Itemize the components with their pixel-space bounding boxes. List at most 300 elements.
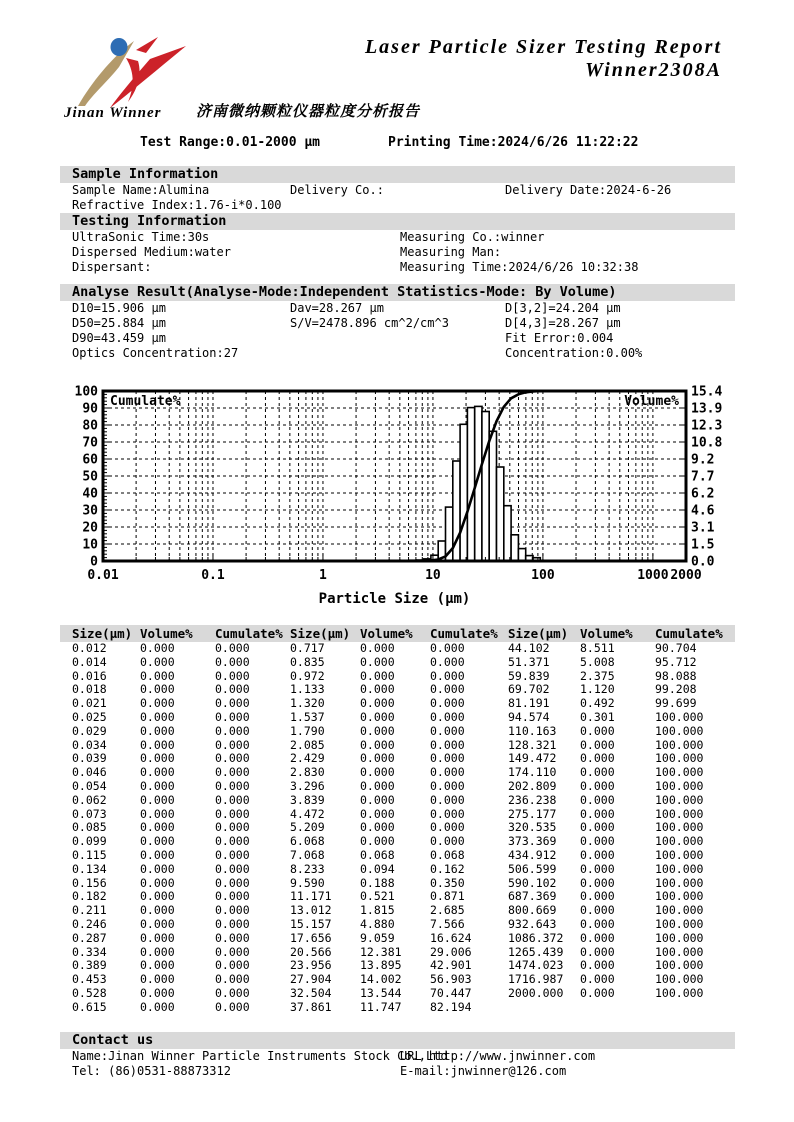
table-cell: 0.000: [580, 751, 615, 766]
table-cell: 0.134: [72, 861, 107, 876]
dispersed-medium: Dispersed Medium:water: [72, 245, 231, 259]
table-cell: 0.717: [290, 641, 325, 655]
section-header-testing: Testing Information: [60, 213, 735, 230]
table-cell: 0.000: [580, 834, 615, 849]
table-cell: 0.000: [140, 696, 175, 711]
table-cell: 0.094: [360, 861, 395, 876]
table-cell: [508, 1001, 580, 1015]
table-cell: 0.453: [72, 972, 107, 987]
right-axis-tick: 13.9: [691, 401, 723, 417]
table-cell: 1.815: [360, 903, 395, 918]
sample-name: Sample Name:Alumina: [72, 183, 210, 197]
table-cell: 100.000: [655, 806, 704, 821]
table-row: [60, 849, 735, 863]
table-cell: 320.535: [508, 820, 557, 835]
table-cell: 0.085: [72, 820, 107, 835]
result-d32: D[3,2]=24.204 μm: [505, 301, 621, 315]
table-cell: 0.000: [360, 641, 395, 655]
table-cell: 100.000: [655, 751, 704, 766]
table-cell: 0.000: [580, 847, 615, 862]
contact-url: URL http://www.jnwinner.com: [400, 1049, 596, 1063]
table-cell: 0.000: [140, 820, 175, 835]
table-cell: 0.014: [72, 654, 107, 669]
delivery-date: Delivery Date:2024-6-26: [505, 183, 672, 197]
table-cell: 0.000: [580, 737, 615, 752]
table-cell: 0.012: [72, 641, 107, 655]
table-row: [60, 711, 735, 725]
table-cell: 0.000: [430, 751, 465, 766]
table-cell: 0.000: [360, 723, 395, 738]
chinese-subtitle: 济南微纳颗粒仪器粒度分析报告: [196, 102, 421, 120]
table-cell: 69.702: [508, 682, 550, 697]
company-logo: [74, 34, 188, 108]
table-cell: 8.511: [580, 641, 615, 655]
table-cell: 0.000: [580, 916, 615, 931]
printing-time: Printing Time:2024/6/26 11:22:22: [388, 135, 639, 150]
table-cell: 0.000: [580, 972, 615, 987]
table-cell: 1.537: [290, 709, 325, 724]
table-cell: 12.381: [360, 944, 402, 959]
table-cell: 0.000: [215, 737, 250, 752]
table-cell: 0.099: [72, 834, 107, 849]
table-row: [60, 863, 735, 877]
table-cell: 44.102: [508, 641, 550, 655]
table-cell: 0.054: [72, 778, 107, 793]
table-cell: 1265.439: [508, 944, 564, 959]
table-cell: 23.956: [290, 958, 332, 973]
table-cell: 0.972: [290, 668, 325, 683]
table-cell: 0.000: [580, 985, 615, 1000]
table-cell: 100.000: [655, 930, 704, 945]
table-cell: 0.000: [140, 834, 175, 849]
table-cell: 0.000: [430, 834, 465, 849]
table-cell: 0.068: [360, 847, 395, 862]
table-cell: 0.000: [430, 654, 465, 669]
right-axis-tick: 1.5: [691, 537, 715, 553]
table-cell: 0.000: [140, 792, 175, 807]
analyse-result-section: [60, 284, 735, 361]
table-cell: 32.504: [290, 985, 332, 1000]
table-cell: 0.000: [215, 999, 250, 1014]
table-cell: 236.238: [508, 792, 557, 807]
table-cell: 434.912: [508, 847, 557, 862]
table-row: [60, 821, 735, 835]
table-row: [60, 877, 735, 891]
table-row: [60, 808, 735, 822]
table-cell: 0.000: [140, 916, 175, 931]
table-cell: 100.000: [655, 916, 704, 931]
table-cell: 100.000: [655, 861, 704, 876]
table-cell: 0.000: [140, 903, 175, 918]
table-cell: 0.016: [72, 668, 107, 683]
table-cell: 0.000: [140, 737, 175, 752]
table-row: [60, 697, 735, 711]
range-row: [0, 135, 794, 151]
col-header-volume: Volume%: [140, 626, 193, 641]
refractive-index: Refractive Index:1.76-i*0.100: [72, 198, 282, 212]
table-cell: 0.246: [72, 916, 107, 931]
table-row: [60, 835, 735, 849]
table-cell: 99.699: [655, 696, 697, 711]
table-row: [60, 752, 735, 766]
table-row: [60, 890, 735, 904]
table-cell: 0.835: [290, 654, 325, 669]
logo-graphic: [74, 34, 188, 108]
table-cell: 0.000: [140, 751, 175, 766]
table-cell: 0.000: [215, 972, 250, 987]
test-range: Test Range:0.01-2000 μm: [140, 135, 321, 150]
table-cell: 0.000: [140, 875, 175, 890]
table-row: [60, 973, 735, 987]
right-axis-tick: 7.7: [691, 469, 715, 485]
table-cell: 0.000: [140, 641, 175, 655]
table-cell: 1.120: [580, 682, 615, 697]
table-cell: 11.171: [290, 889, 332, 904]
table-cell: 0.000: [580, 958, 615, 973]
result-d43: D[4,3]=28.267 μm: [505, 316, 621, 330]
table-cell: 7.068: [290, 847, 325, 862]
right-axis-label: Volume%: [624, 394, 679, 409]
table-cell: 100.000: [655, 972, 704, 987]
table-cell: 20.566: [290, 944, 332, 959]
table-cell: 0.000: [140, 972, 175, 987]
table-cell: 82.194: [430, 999, 472, 1014]
table-cell: 0.000: [215, 930, 250, 945]
table-cell: 56.903: [430, 972, 472, 987]
table-cell: 202.809: [508, 778, 557, 793]
table-cell: 0.000: [360, 751, 395, 766]
table-cell: 932.643: [508, 916, 557, 931]
table-cell: 0.000: [430, 806, 465, 821]
table-row: [60, 932, 735, 946]
x-axis-tick: 2000: [670, 568, 702, 583]
table-cell: 3.296: [290, 778, 325, 793]
table-cell: 0.000: [215, 944, 250, 959]
table-cell: 0.000: [360, 765, 395, 780]
table-cell: 14.002: [360, 972, 402, 987]
right-axis-tick: 9.2: [691, 452, 715, 468]
table-cell: 0.000: [430, 709, 465, 724]
table-cell: 0.000: [580, 861, 615, 876]
table-cell: 0.000: [215, 778, 250, 793]
left-axis-tick: 90: [82, 401, 98, 417]
table-cell: 0.000: [215, 916, 250, 931]
left-axis-tick: 40: [82, 486, 98, 502]
table-cell: 110.163: [508, 723, 557, 738]
table-cell: 0.000: [430, 696, 465, 711]
table-cell: 0.000: [580, 903, 615, 918]
table-cell: 0.000: [580, 806, 615, 821]
table-cell: 0.000: [215, 806, 250, 821]
table-cell: 100.000: [655, 847, 704, 862]
table-cell: 0.000: [430, 682, 465, 697]
x-axis-tick: 10: [425, 568, 441, 583]
table-cell: 3.839: [290, 792, 325, 807]
table-row: [60, 794, 735, 808]
table-cell: 0.025: [72, 709, 107, 724]
table-cell: 0.000: [215, 765, 250, 780]
table-cell: 0.000: [430, 641, 465, 655]
table-cell: 59.839: [508, 668, 550, 683]
table-cell: 2.375: [580, 668, 615, 683]
table-cell: 0.389: [72, 958, 107, 973]
left-axis-tick: 60: [82, 452, 98, 468]
table-cell: 0.000: [580, 820, 615, 835]
table-cell: 90.704: [655, 641, 697, 655]
table-cell: 0.000: [140, 847, 175, 862]
table-cell: 100.000: [655, 778, 704, 793]
table-cell: 0.000: [140, 668, 175, 683]
right-axis-tick: 10.8: [691, 435, 723, 451]
table-cell: 1086.372: [508, 930, 564, 945]
x-axis-tick: 1000: [637, 568, 669, 583]
table-cell: 42.901: [430, 958, 472, 973]
table-cell: 0.000: [430, 723, 465, 738]
table-cell: 0.046: [72, 765, 107, 780]
table-cell: 0.000: [360, 709, 395, 724]
table-cell: 0.000: [140, 765, 175, 780]
section-header-analyse: Analyse Result(Analyse-Mode:Independent Statistics-Mode: By Volume): [60, 284, 735, 301]
table-cell: 37.861: [290, 999, 332, 1014]
table-cell: 0.000: [215, 682, 250, 697]
table-cell: 9.059: [360, 930, 395, 945]
table-cell: 9.590: [290, 875, 325, 890]
table-cell: [580, 1001, 655, 1015]
table-cell: 128.321: [508, 737, 557, 752]
table-row: [60, 739, 735, 753]
col-header-size: Size(μm): [290, 626, 351, 641]
table-cell: 1.320: [290, 696, 325, 711]
table-cell: [655, 1001, 735, 1015]
table-cell: 0.000: [215, 889, 250, 904]
table-cell: 0.334: [72, 944, 107, 959]
table-cell: 100.000: [655, 834, 704, 849]
left-axis-label: Cumulate%: [110, 394, 181, 409]
particle-size-chart: [59, 383, 735, 611]
table-cell: 100.000: [655, 820, 704, 835]
table-cell: 0.188: [360, 875, 395, 890]
table-cell: 0.615: [72, 999, 107, 1014]
left-axis-tick: 30: [82, 503, 98, 519]
table-row: [60, 766, 735, 780]
result-concentration: Concentration:0.00%: [505, 346, 643, 360]
measuring-man: Measuring Man:: [400, 245, 502, 259]
table-cell: 0.000: [140, 778, 175, 793]
table-cell: 0.000: [140, 723, 175, 738]
table-cell: 27.904: [290, 972, 332, 987]
table-cell: 0.156: [72, 875, 107, 890]
table-cell: 0.073: [72, 806, 107, 821]
table-cell: 0.000: [215, 654, 250, 669]
table-cell: 0.000: [430, 765, 465, 780]
table-cell: 100.000: [655, 985, 704, 1000]
table-cell: 0.000: [215, 861, 250, 876]
section-header-sample: Sample Information: [60, 166, 735, 183]
table-cell: 0.301: [580, 709, 615, 724]
particle-size-table: [60, 625, 735, 1015]
table-cell: 0.528: [72, 985, 107, 1000]
table-cell: 0.162: [430, 861, 465, 876]
table-cell: 0.000: [360, 820, 395, 835]
right-axis-tick: 12.3: [691, 418, 723, 434]
ultrasonic-time: UltraSonic Time:30s: [72, 230, 210, 244]
table-cell: 0.000: [430, 778, 465, 793]
table-cell: 0.000: [360, 654, 395, 669]
table-row: [60, 946, 735, 960]
table-cell: 2000.000: [508, 985, 564, 1000]
table-cell: 94.574: [508, 709, 550, 724]
table-row: [60, 987, 735, 1001]
table-cell: 0.000: [140, 682, 175, 697]
table-cell: 0.029: [72, 723, 107, 738]
result-fit-error: Fit Error:0.004: [505, 331, 614, 345]
table-cell: 0.000: [140, 958, 175, 973]
table-cell: 0.000: [215, 903, 250, 918]
table-cell: 0.000: [215, 847, 250, 862]
table-cell: 0.000: [215, 641, 250, 655]
measuring-time: Measuring Time:2024/6/26 10:32:38: [400, 260, 639, 274]
table-cell: 0.000: [215, 820, 250, 835]
table-cell: 0.000: [430, 668, 465, 683]
table-cell: 0.182: [72, 889, 107, 904]
table-cell: 4.880: [360, 916, 395, 931]
table-cell: 0.000: [360, 737, 395, 752]
col-header-size: Size(μm): [72, 626, 133, 641]
table-row: [60, 656, 735, 670]
measuring-co: Measuring Co.:winner: [400, 230, 545, 244]
instrument-model: Winner2308A: [585, 59, 722, 81]
table-cell: 100.000: [655, 723, 704, 738]
result-dav: Dav=28.267 μm: [290, 301, 384, 315]
table-cell: 0.492: [580, 696, 615, 711]
table-cell: 0.871: [430, 889, 465, 904]
result-optics-concentration: Optics Concentration:27: [72, 346, 239, 360]
x-axis-title: Particle Size (μm): [318, 591, 471, 607]
table-cell: 100.000: [655, 765, 704, 780]
table-cell: 5.209: [290, 820, 325, 835]
x-axis-tick: 100: [531, 568, 555, 583]
col-header-cumulate: Cumulate%: [430, 626, 498, 641]
table-cell: 0.039: [72, 751, 107, 766]
testing-information-section: [60, 213, 735, 275]
table-cell: 0.000: [140, 654, 175, 669]
table-cell: 0.068: [430, 847, 465, 862]
table-cell: 275.177: [508, 806, 557, 821]
table-cell: 149.472: [508, 751, 557, 766]
left-axis-tick: 70: [82, 435, 98, 451]
table-row: [60, 670, 735, 684]
table-cell: 0.000: [215, 751, 250, 766]
table-cell: 51.371: [508, 654, 550, 669]
table-cell: 0.000: [360, 668, 395, 683]
table-cell: 0.000: [215, 985, 250, 1000]
dispersant: Dispersant:: [72, 260, 152, 274]
contact-name: Name:Jinan Winner Particle Instruments Stock Co.,Ltd: [72, 1049, 448, 1063]
table-cell: 0.350: [430, 875, 465, 890]
table-cell: 0.000: [140, 709, 175, 724]
table-cell: 13.012: [290, 903, 332, 918]
table-cell: 100.000: [655, 792, 704, 807]
table-cell: 0.000: [215, 696, 250, 711]
left-axis-tick: 80: [82, 418, 98, 434]
table-cell: 8.233: [290, 861, 325, 876]
table-cell: 0.000: [360, 778, 395, 793]
logo-blue-dot: [111, 38, 128, 56]
table-row: [60, 780, 735, 794]
table-cell: 100.000: [655, 889, 704, 904]
table-cell: 0.000: [140, 985, 175, 1000]
x-axis-tick: 1: [319, 568, 327, 583]
table-cell: 16.624: [430, 930, 472, 945]
table-cell: 0.000: [140, 861, 175, 876]
table-cell: 0.000: [140, 944, 175, 959]
table-row: [60, 959, 735, 973]
chart-svg: [59, 383, 735, 611]
table-row: [60, 642, 735, 656]
right-axis-tick: 3.1: [691, 520, 715, 536]
table-cell: 29.006: [430, 944, 472, 959]
table-cell: 0.000: [580, 889, 615, 904]
table-cell: 0.521: [360, 889, 395, 904]
table-cell: 0.000: [215, 723, 250, 738]
table-cell: 506.599: [508, 861, 557, 876]
table-cell: 1716.987: [508, 972, 564, 987]
table-cell: 0.000: [215, 792, 250, 807]
table-cell: 800.669: [508, 903, 557, 918]
delivery-co: Delivery Co.:: [290, 183, 384, 197]
table-cell: 4.472: [290, 806, 325, 821]
table-cell: 0.000: [580, 723, 615, 738]
table-cell: 0.034: [72, 737, 107, 752]
table-row: [60, 1001, 735, 1015]
table-row: [60, 683, 735, 697]
table-cell: 99.208: [655, 682, 697, 697]
table-cell: 0.000: [360, 806, 395, 821]
left-axis-tick: 10: [82, 537, 98, 553]
left-axis-tick: 20: [82, 520, 98, 536]
contact-email: E-mail:jnwinner@126.com: [400, 1064, 567, 1078]
table-cell: 13.544: [360, 985, 402, 1000]
table-cell: 0.000: [215, 958, 250, 973]
left-axis-tick: 50: [82, 469, 98, 485]
report-title: Laser Particle Sizer Testing Report: [364, 36, 722, 58]
report-title-block: [365, 36, 722, 82]
result-sv: S/V=2478.896 cm^2/cm^3: [290, 316, 449, 330]
table-cell: 0.000: [140, 806, 175, 821]
contact-section: [60, 1032, 735, 1079]
table-cell: 0.000: [580, 930, 615, 945]
table-cell: 15.157: [290, 916, 332, 931]
table-cell: 590.102: [508, 875, 557, 890]
table-body: [60, 642, 735, 1015]
table-cell: 100.000: [655, 903, 704, 918]
contact-tel: Tel: (86)0531-88873312: [72, 1064, 231, 1078]
table-cell: 95.712: [655, 654, 697, 669]
table-cell: 100.000: [655, 944, 704, 959]
table-cell: 1.790: [290, 723, 325, 738]
table-cell: 0.000: [360, 792, 395, 807]
col-header-cumulate: Cumulate%: [215, 626, 283, 641]
table-cell: 11.747: [360, 999, 402, 1014]
table-cell: 70.447: [430, 985, 472, 1000]
table-cell: 100.000: [655, 958, 704, 973]
table-cell: 0.000: [430, 792, 465, 807]
table-row: [60, 725, 735, 739]
table-cell: 0.000: [430, 737, 465, 752]
table-cell: 2.830: [290, 765, 325, 780]
table-cell: 0.000: [140, 889, 175, 904]
table-cell: 0.000: [430, 820, 465, 835]
